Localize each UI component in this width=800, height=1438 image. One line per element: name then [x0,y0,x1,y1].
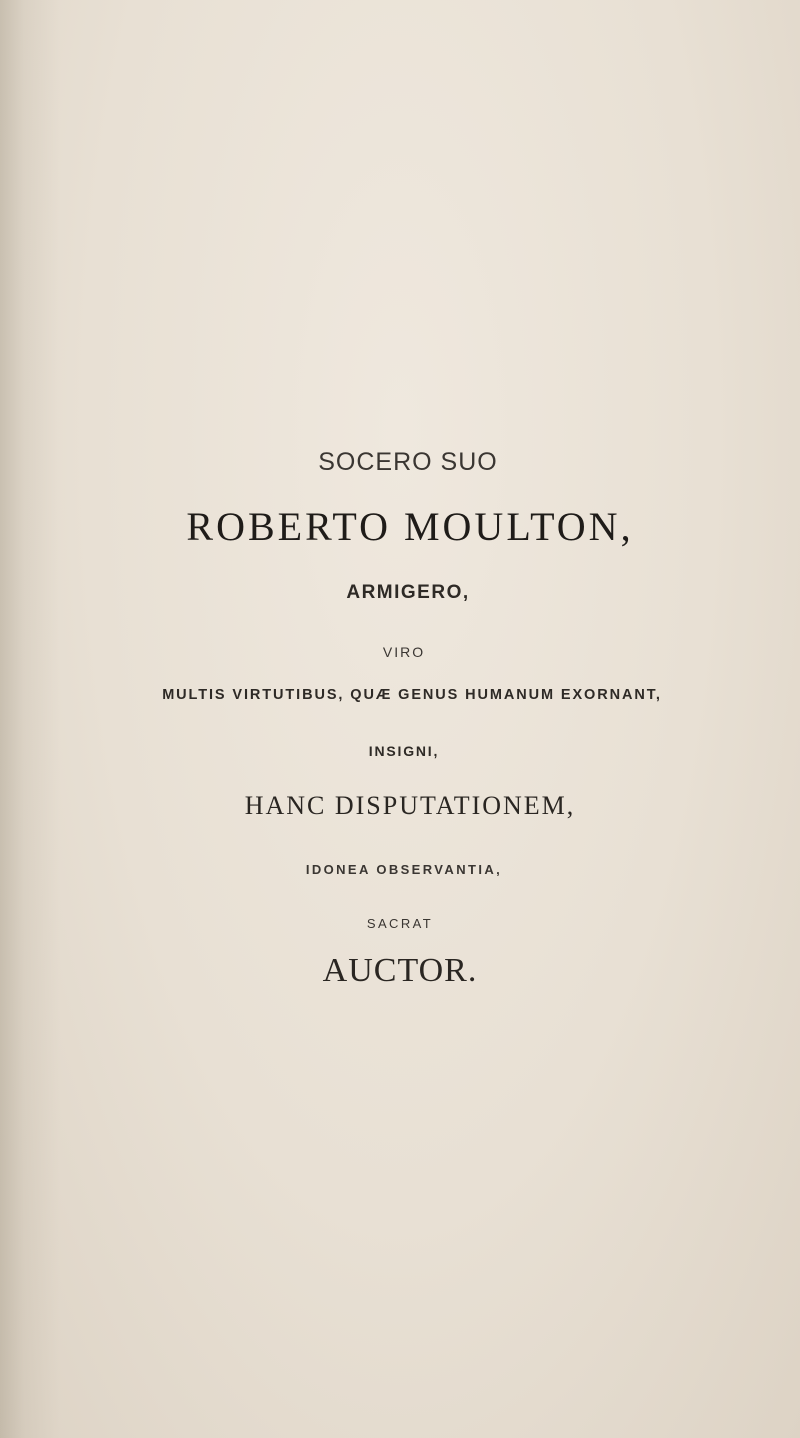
page-gutter-shadow [0,0,60,1438]
dedication-virtues: MULTIS VIRTUTIBUS, QUÆ GENUS HUMANUM EXORNANT, [162,687,662,703]
dedication-socero-suo: SOCERO SUO [318,448,498,476]
dedication-name: ROBERTO MOULTON, [186,504,634,549]
dedication-disputationem: HANC DISPUTATIONEM, [244,791,576,820]
dedication-viro: VIRO [382,644,426,660]
dedication-auctor: AUCTOR. [322,952,478,989]
dedication-observantia: IDONEA OBSERVANTIA, [305,862,503,877]
dedication-armigero: ARMIGERO, [346,582,470,603]
dedication-insigni: INSIGNI, [368,743,440,759]
dedication-sacrat: SACRAT [366,916,434,931]
